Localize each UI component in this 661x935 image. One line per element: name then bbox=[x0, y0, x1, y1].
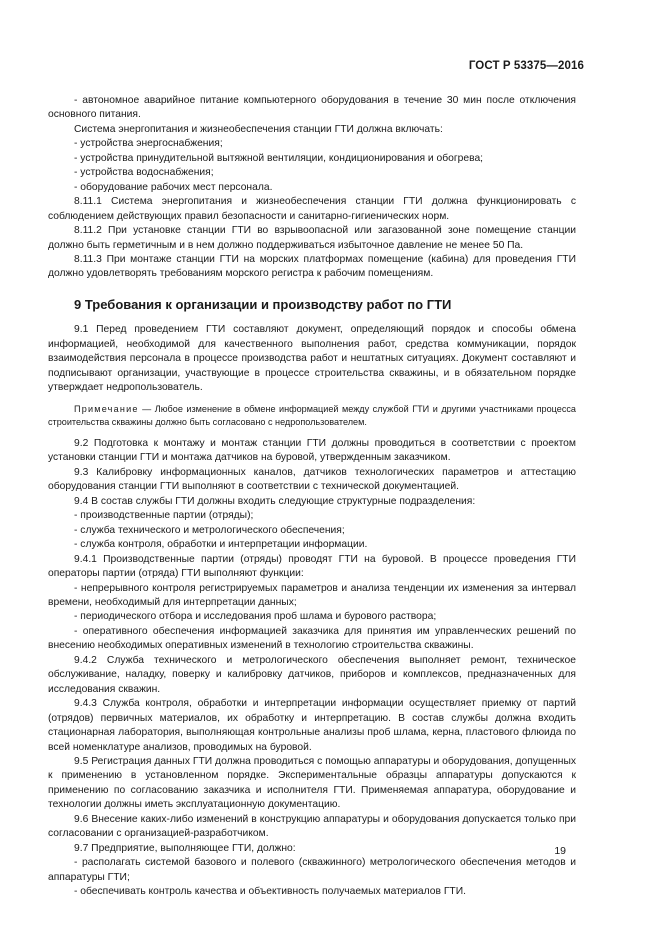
paragraph-9-4-1: 9.4.1 Производственные партии (отряды) проводят ГТИ на буровой. В процессе проведения ГТИ операторы партии (отряда) ГТИ выполняют функции: bbox=[48, 553, 576, 580]
paragraph: - автономное аварийное питание компьютерного оборудования в течение 30 мин после отключения основного питания. bbox=[48, 95, 576, 121]
paragraph-9-7: 9.7 Предприятие, выполняющее ГТИ, должно: bbox=[74, 842, 296, 854]
note-text: — Любое изменение в обмене информацией между службой ГТИ и другими участниками процесса строительства скважины должно быть согласовано с недропользователем. bbox=[48, 403, 576, 427]
paragraph-9-2: 9.2 Подготовка к монтажу и монтаж станции ГТИ должны проводиться в соответствии с проектом установки станции ГТИ и монтажа датчиков на буровой, утвержденным заказчиком. bbox=[48, 438, 576, 464]
list-item: - производственные партии (отряды); bbox=[74, 510, 254, 522]
list-item: - служба контроля, обработки и интерпретации информации. bbox=[74, 539, 368, 551]
list-item: - периодического отбора и исследования проб шлама и бурового раствора; bbox=[74, 611, 437, 623]
paragraph-9-4: 9.4 В состав службы ГТИ должны входить следующие структурные подразделения: bbox=[74, 495, 476, 507]
note-label: Примечание bbox=[74, 403, 139, 414]
list-item: - оборудование рабочих мест персонала. bbox=[74, 181, 273, 193]
paragraph-9-4-3: 9.4.3 Служба контроля, обработки и интерпретации информации осуществляет приемку от партий (отрядов) первичных материалов, их обработку и интерпретацию. В состав службы должна входить стационарная лаборатория, выполняющая контрольные анализы проб шлама, керна, пластового флюида по всей номенклатуре анализов, проводимых на буровой. bbox=[48, 698, 576, 753]
paragraph-9-6: 9.6 Внесение каких-либо изменений в конструкцию аппаратуры и оборудования допускается только при согласовании с организацией-разработчиком. bbox=[48, 813, 576, 840]
paragraph-8-11-1: 8.11.1 Система энергопитания и жизнеобеспечения станции ГТИ должна функционировать с соблюдением действующих правил безопасности и санитарно-гигиенических норм. bbox=[48, 196, 576, 222]
list-item: - непрерывного контроля регистрируемых параметров и анализа тенденции их изменения за интервал времени, необходимый для интерпретации данных; bbox=[48, 582, 576, 608]
list-item: - оперативного обеспечения информацией заказчика для принятия им управленческих решений по внесению необходимых оперативных изменений в технологию строительства скважины. bbox=[48, 625, 576, 652]
paragraph-8-11-2: 8.11.2 При установке станции ГТИ во взрывоопасной или загазованной зоне помещение станции должно быть герметичным и в нем должно поддерживаться избыточное давление не менее 50 Па. bbox=[48, 225, 576, 251]
document-body bbox=[48, 94, 576, 900]
paragraph-9-5: 9.5 Регистрация данных ГТИ должна проводиться с помощью аппаратуры и оборудования, допущенных к применению в установленном порядке. Экспериментальные образцы аппаратуры допускаются к применению по согласованию заказчика и исполнителя ГТИ. Применяемая аппаратура, оборудование и технологии должны иметь эксплуатационную документацию. bbox=[48, 755, 576, 811]
list-item: - устройства энергоснабжения; bbox=[74, 138, 223, 150]
paragraph-9-3: 9.3 Калибровку информационных каналов, датчиков технологических параметров и аттестацию оборудования станции ГТИ выполняют в соответствии с технической документацией. bbox=[48, 466, 576, 493]
paragraph-8-11-3: 8.11.3 При монтаже станции ГТИ на морских платформах помещение (кабина) для проведения ГТИ должно удовлетворять требованиям морского регистра к рабочим помещениям. bbox=[48, 253, 576, 280]
list-item: - обеспечивать контроль качества и объективность получаемых материалов ГТИ. bbox=[74, 886, 466, 898]
standard-code-header: ГОСТ Р 53375—2016 bbox=[468, 60, 584, 72]
section-title: 9 Требования к организации и производству работ по ГТИ bbox=[74, 296, 452, 312]
page-number: 19 bbox=[554, 845, 566, 857]
list-item: - служба технического и метрологического обеспечения; bbox=[74, 524, 345, 536]
list-item: - располагать системой базового и полевого (скважинного) метрологического обеспечения методов и аппаратуры ГТИ; bbox=[48, 857, 576, 883]
list-item: - устройства водоснабжения; bbox=[74, 167, 214, 179]
note bbox=[48, 403, 576, 429]
paragraph-9-4-2: 9.4.2 Служба технического и метрологического обеспечения выполняет ремонт, техническое обслуживание, наладку, поверку и калибровку датчиков, приборов и комплексов, предназначенных для исследования скважин. bbox=[48, 654, 576, 695]
paragraph-9-1: 9.1 Перед проведением ГТИ составляют документ, определяющий порядок и способы обмена информацией, необходимой для качественного выполнения работ, средства коммуникации, порядок взаимодействия персонала в процессе производства работ и нештатных ситуациях. Документ составляют и подписывают организации, участвующие в процессе строительства скважины, и в обязательном порядке утверждает недропользователь. bbox=[48, 324, 576, 394]
list-item: - устройства принудительной вытяжной вентиляции, кондиционирования и обогрева; bbox=[74, 152, 484, 164]
paragraph: Система энергопитания и жизнеобеспечения станции ГТИ должна включать: bbox=[74, 123, 443, 135]
